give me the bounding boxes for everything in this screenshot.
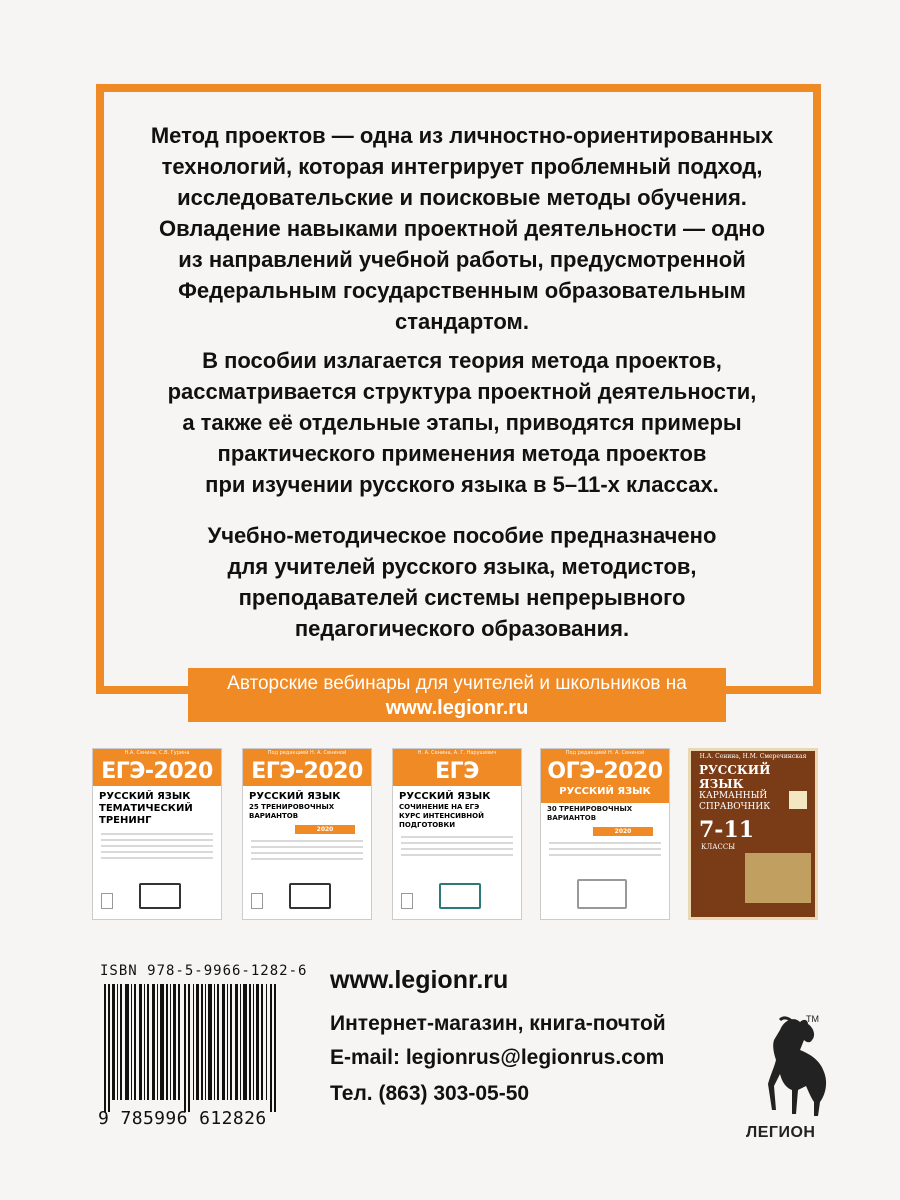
description-paragraph-2: В пособии излагается теория метода проектов, рассматривается структура проектной деятельности, а также её отдельные этапы, приводятся примеры практического применения метода проектов при изучении русского языка в 5–11-х классах.: [167, 348, 757, 497]
trademark-mark: TM: [806, 1014, 819, 1024]
book-cover-subtitle: РУССКИЙ ЯЗЫК: [559, 786, 651, 797]
publisher-mini-logo: [101, 893, 113, 909]
book-cover-title: 7-11: [699, 817, 755, 843]
book-illustration-icon: [439, 883, 481, 909]
book-cover-title: ЕГЭ-2020: [101, 759, 213, 784]
book-cover-subtitle: РУССКИЙ ЯЗЫК: [399, 791, 491, 802]
barcode-icon: [100, 984, 284, 1112]
book-cover-subtitle: РУССКИЙ ЯЗЫК: [699, 763, 771, 791]
book-cover-title: ОГЭ-2020: [547, 759, 663, 784]
book-cover-2: Под редакцией Н. А. Сениной ЕГЭ-2020 РУССКИЙ ЯЗЫК 25 ТРЕНИРОВОЧНЫХ ВАРИАНТОВ 2020: [242, 748, 372, 920]
horse-logo-icon: [750, 1010, 840, 1122]
book-illustration-icon: [289, 883, 331, 909]
book-cover-5: Н.А. Сенина, Н.М. Смеречинская РУССКИЙ ЯЗЫК КАРМАННЫЙ СПРАВОЧНИК 7-11 КЛАССЫ: [688, 748, 818, 920]
book-cover-subtitle: РУССКИЙ ЯЗЫК: [249, 791, 341, 802]
book-cover-subtitle: РУССКИЙ ЯЗЫК ТЕМАТИЧЕСКИЙ ТРЕНИНГ: [99, 791, 193, 826]
email-text[interactable]: E-mail: legionrus@legionrus.com: [330, 1046, 665, 1069]
description-paragraph-1: Метод проектов — одна из личностно-ориентированных технологий, которая интегрирует проблемный подход, исследовательские и поисковые методы обучения. Овладение навыками проектной деятельности — одно из направлений учебной работы, предусмотренной Федеральным государственным образовательным стандартом.: [150, 123, 774, 334]
book-cover-1: Н.А. Сенина, С.В. Гурина ЕГЭ-2020 РУССКИЙ ЯЗЫК ТЕМАТИЧЕСКИЙ ТРЕНИНГ: [92, 748, 222, 920]
phone-text: Тел. (863) 303-05-50: [330, 1082, 530, 1105]
publisher-mini-logo: [401, 893, 413, 909]
book-cover-title: ЕГЭ: [435, 759, 479, 784]
description-paragraph-3: Учебно-методическое пособие предназначено для учителей русского языка, методистов, преподавателей системы непрерывного педагогического образования.: [207, 523, 717, 641]
shop-text: Интернет-магазин, книга-почтой: [330, 1012, 666, 1035]
webinar-banner-link[interactable]: www.legionr.ru: [385, 697, 529, 719]
website-link[interactable]: www.legionr.ru: [330, 966, 509, 994]
publisher-mini-logo: [251, 893, 263, 909]
book-illustration-icon: [745, 853, 811, 903]
book-illustration-icon: [577, 879, 627, 909]
book-cover-title: ЕГЭ-2020: [251, 759, 363, 784]
book-cover-3: Н. А. Сенина, А. Г. Нарушевич ЕГЭ РУССКИЙ ЯЗЫК СОЧИНЕНИЕ НА ЕГЭ КУРС ИНТЕНСИВНОЙ ПОДГОТОВКИ: [392, 748, 522, 920]
stamp-icon: [789, 791, 807, 809]
barcode-number: 9 785996 612826: [98, 1108, 267, 1129]
book-cover-4: Под редакцией Н. А. Сениной ОГЭ-2020 РУССКИЙ ЯЗЫК 30 ТРЕНИРОВОЧНЫХ ВАРИАНТОВ 2020: [540, 748, 670, 920]
webinar-banner: [188, 668, 726, 722]
publisher-name: ЛЕГИОН: [746, 1124, 816, 1141]
isbn-text: ISBN 978-5-9966-1282-6: [100, 963, 308, 979]
book-illustration-icon: [139, 883, 181, 909]
webinar-banner-text: Авторские вебинары для учителей и школьников на: [227, 673, 687, 694]
